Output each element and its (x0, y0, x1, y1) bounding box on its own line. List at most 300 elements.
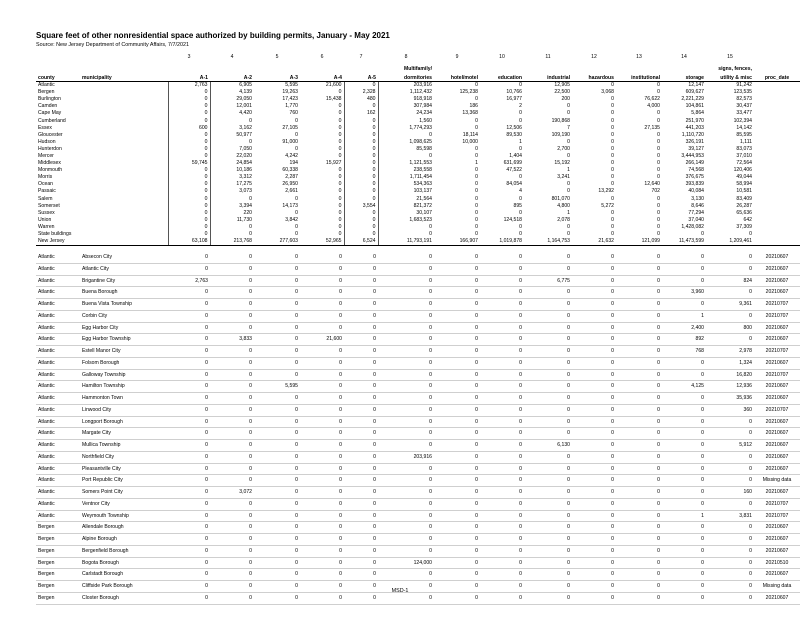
table-cell: 0 (611, 152, 614, 159)
table-cell: 11,730 (236, 216, 252, 223)
table-cell: 0 (344, 299, 378, 311)
table-cell: 0 (434, 487, 480, 499)
table-cell (80, 89, 168, 96)
table-cell: 20210607 (754, 357, 800, 369)
table-cell: 0 (657, 195, 660, 202)
table-cell (754, 132, 800, 139)
table-cell: 0 (611, 231, 614, 238)
table-cell: Hamilton Township (80, 381, 168, 393)
table-cell: 0 (480, 428, 524, 440)
table-cell: 12,506 (506, 124, 522, 131)
table-cell: 0 (344, 440, 378, 452)
table-cell: 0 (254, 346, 300, 358)
column-number: 11 (545, 54, 551, 60)
table-cell: 0 (524, 451, 572, 463)
table-cell: 0 (378, 404, 434, 416)
table-cell: Longport Borough (80, 416, 168, 428)
table-cell: 0 (344, 393, 378, 405)
table-cell: 0 (662, 592, 706, 604)
table-cell: 0 (338, 209, 342, 216)
table-cell: 10,186 (236, 167, 252, 174)
table-cell: 0 (344, 534, 378, 546)
column-header-top (254, 62, 300, 72)
table-cell: 2,978 (706, 346, 754, 358)
county-total-row (36, 188, 800, 195)
table-cell: 76,622 (644, 96, 660, 103)
table-cell: 0 (378, 545, 434, 557)
table-cell: 0 (300, 510, 344, 522)
table-cell: 0 (567, 152, 570, 159)
table-cell: Linwood City (80, 404, 168, 416)
county-total-row (36, 224, 800, 231)
table-cell: 0 (611, 195, 614, 202)
table-cell: 0 (706, 557, 754, 569)
column-header: dormitories (378, 72, 434, 82)
table-cell: Hammonton Town (80, 393, 168, 405)
table-cell: 1 (519, 138, 522, 145)
table-cell: Port Republic City (80, 475, 168, 487)
table-cell (754, 238, 800, 246)
table-cell: 0 (475, 181, 478, 188)
column-number: 15 (727, 54, 733, 60)
table-cell (754, 174, 800, 181)
table-cell: 0 (616, 416, 662, 428)
table-cell (754, 103, 800, 110)
table-cell: 5,272 (601, 202, 614, 209)
table-cell: 0 (480, 487, 524, 499)
column-header-top (210, 62, 254, 72)
table-cell: 0 (168, 369, 210, 381)
table-cell: 1,770 (285, 103, 298, 110)
table-cell: 0 (475, 124, 478, 131)
table-cell: 2,078 (557, 216, 570, 223)
table-cell: 3,130 (691, 195, 704, 202)
table-cell: 0 (168, 346, 210, 358)
table-row (36, 381, 800, 393)
table-cell: 0 (657, 131, 660, 138)
table-cell (754, 125, 800, 132)
table-cell: 1,098,625 (409, 138, 432, 145)
table-cell: 0 (168, 534, 210, 546)
table-cell: 0 (300, 545, 344, 557)
table-cell: 0 (378, 463, 434, 475)
table-cell: 0 (572, 404, 616, 416)
table-cell: 40,084 (688, 188, 704, 195)
table-row (36, 263, 800, 275)
table-cell: 0 (168, 498, 210, 510)
column-header: A-5 (344, 72, 378, 82)
table-cell: 0 (344, 252, 378, 263)
table-cell: 0 (344, 181, 378, 188)
table-cell: 0 (300, 592, 344, 604)
table-cell: 0 (475, 195, 478, 202)
table-cell: 631,699 (503, 160, 522, 167)
table-cell: Egg Harbor Township (80, 334, 168, 346)
table-cell: Sussex (38, 209, 55, 216)
table-cell: 0 (572, 569, 616, 581)
table-cell: 77,294 (688, 209, 704, 216)
table-cell: 0 (572, 299, 616, 311)
table-cell: 824 (706, 275, 754, 287)
county-total-row (36, 117, 800, 124)
table-cell: 0 (567, 188, 570, 195)
table-cell: 0 (344, 132, 378, 139)
permits-table (36, 52, 800, 605)
table-cell: 12,905 (554, 82, 570, 89)
table-cell: 0 (344, 125, 378, 132)
table-cell: 0 (611, 96, 614, 103)
table-cell: 194 (289, 160, 298, 167)
table-cell: 0 (475, 209, 478, 216)
table-cell: 0 (295, 195, 298, 202)
table-cell: 0 (567, 231, 570, 238)
table-cell: Atlantic (36, 263, 80, 275)
table-cell: 0 (378, 581, 434, 593)
table-cell: 0 (168, 153, 210, 160)
table-cell: 0 (168, 217, 210, 224)
table-cell: 238,558 (413, 167, 432, 174)
table-cell: 0 (300, 557, 344, 569)
table-cell: 0 (295, 145, 298, 152)
county-total-row (36, 89, 800, 96)
table-cell: 162 (344, 110, 378, 117)
table-cell: 0 (519, 174, 522, 181)
table-cell: 0 (572, 545, 616, 557)
table-cell: 0 (434, 334, 480, 346)
table-cell: 0 (300, 534, 344, 546)
table-cell: Somers Point City (80, 487, 168, 499)
table-cell: 0 (662, 463, 706, 475)
table-cell: 0 (611, 138, 614, 145)
column-number: 13 (636, 54, 642, 60)
table-cell: 0 (378, 310, 434, 322)
county-total-row (36, 217, 800, 224)
table-cell: 0 (434, 310, 480, 322)
table-cell: 0 (344, 117, 378, 124)
table-cell: 0 (344, 428, 378, 440)
table-cell: 190,868 (551, 117, 570, 124)
table-cell: 0 (168, 475, 210, 487)
table-cell: 0 (567, 138, 570, 145)
table-cell: 20210607 (754, 545, 800, 557)
column-header: institutional (616, 72, 662, 82)
table-cell: Cape May (38, 110, 62, 117)
table-cell: 0 (344, 231, 378, 238)
table-cell: Carlstadt Borough (80, 569, 168, 581)
table-cell: 20210607 (754, 322, 800, 334)
table-cell: 0 (168, 393, 210, 405)
table-cell: 0 (338, 195, 342, 202)
table-cell (754, 160, 800, 167)
column-header-top (36, 62, 80, 72)
table-cell: 0 (657, 138, 660, 145)
table-cell: Atlantic (36, 451, 80, 463)
table-cell: 0 (168, 224, 210, 231)
table-cell: 0 (657, 209, 660, 216)
table-cell: 0 (254, 369, 300, 381)
table-cell: 251,970 (685, 117, 704, 124)
table-cell (80, 117, 168, 124)
table-cell: 0 (611, 167, 614, 174)
table-cell: 0 (480, 522, 524, 534)
table-cell (754, 210, 800, 217)
table-cell: 0 (338, 138, 342, 145)
table-cell: Atlantic (36, 510, 80, 522)
table-cell: 0 (524, 581, 572, 593)
table-cell: 24,854 (236, 160, 252, 167)
table-cell: 20210607 (754, 381, 800, 393)
table-cell: 0 (254, 252, 300, 263)
table-cell: 0 (338, 103, 342, 110)
table-cell: 0 (480, 381, 524, 393)
table-cell (80, 217, 168, 224)
table-cell: 0 (210, 393, 254, 405)
table-cell: 7,050 (239, 145, 252, 152)
column-number-row (36, 52, 800, 62)
table-cell: 609,627 (685, 89, 704, 96)
table-cell: 1,121,553 (409, 160, 432, 167)
table-cell: 10,766 (506, 89, 522, 96)
table-cell: 186 (469, 103, 478, 110)
table-cell: 0 (254, 463, 300, 475)
table-cell: 0 (567, 110, 570, 117)
table-cell: 0 (616, 393, 662, 405)
table-row (36, 346, 800, 358)
table-cell: Bergen (36, 581, 80, 593)
table-cell: 0 (344, 334, 378, 346)
table-cell: 0 (616, 263, 662, 275)
column-header: municipality (80, 72, 168, 82)
table-cell: 0 (344, 139, 378, 146)
table-cell: 0 (300, 322, 344, 334)
table-cell: 0 (168, 310, 210, 322)
table-cell: 0 (344, 487, 378, 499)
table-cell: 0 (611, 131, 614, 138)
table-cell (754, 89, 800, 96)
table-cell: 59,745 (168, 160, 210, 167)
table-cell: Burlington (38, 96, 61, 103)
table-cell: 0 (706, 463, 754, 475)
table-cell: 20210607 (754, 451, 800, 463)
table-cell: Egg Harbor City (80, 322, 168, 334)
table-cell: 0 (434, 275, 480, 287)
table-cell: 0 (616, 498, 662, 510)
table-cell: 0 (616, 440, 662, 452)
column-header: county (36, 72, 80, 82)
table-cell: 1 (662, 310, 706, 322)
table-cell: 0 (706, 416, 754, 428)
table-cell: 0 (706, 334, 754, 346)
table-cell: 0 (572, 263, 616, 275)
table-cell: 360 (706, 404, 754, 416)
table-cell: 0 (434, 416, 480, 428)
table-cell: 0 (524, 322, 572, 334)
table-cell: 0 (572, 463, 616, 475)
table-cell: 0 (434, 322, 480, 334)
table-cell: Folsom Borough (80, 357, 168, 369)
table-cell: 0 (434, 581, 480, 593)
table-cell (754, 181, 800, 188)
table-cell: 0 (480, 310, 524, 322)
table-cell: 277,603 (254, 238, 300, 246)
column-number: 7 (359, 54, 363, 60)
table-cell: 22,020 (236, 152, 252, 159)
table-cell: 0 (338, 216, 342, 223)
table-cell: 892 (662, 334, 706, 346)
table-cell (754, 196, 800, 203)
table-cell: 0 (210, 381, 254, 393)
table-cell: 104,861 (685, 103, 704, 110)
column-header: hotel/motel (434, 72, 480, 82)
table-cell: 0 (210, 252, 254, 263)
table-cell: 0 (616, 581, 662, 593)
table-cell: 0 (338, 188, 342, 195)
table-cell: 0 (254, 275, 300, 287)
table-cell: 0 (378, 487, 434, 499)
table-cell: 0 (524, 310, 572, 322)
table-cell: 1 (662, 510, 706, 522)
table-row (36, 428, 800, 440)
table-cell: 72,564 (736, 160, 752, 167)
table-cell: Atlantic (36, 287, 80, 299)
table-cell: 0 (210, 451, 254, 463)
table-cell: 0 (210, 475, 254, 487)
table-cell: 0 (475, 82, 478, 89)
county-total-row (36, 103, 800, 110)
table-cell: 0 (168, 581, 210, 593)
table-cell: Atlantic (36, 357, 80, 369)
table-cell: 821,372 (413, 202, 432, 209)
table-cell (80, 203, 168, 210)
table-cell: 0 (254, 522, 300, 534)
table-cell: 0 (338, 117, 342, 124)
table-cell: 0 (168, 287, 210, 299)
table-cell: 0 (344, 322, 378, 334)
table-cell: 20210607 (754, 592, 800, 604)
table-cell: 0 (475, 231, 478, 238)
table-cell: 0 (429, 223, 432, 230)
table-cell: 220 (243, 209, 252, 216)
table-cell: 0 (210, 510, 254, 522)
table-cell: 0 (662, 393, 706, 405)
table-cell: Morris (38, 174, 53, 181)
table-cell: 0 (300, 581, 344, 593)
table-cell: 0 (524, 393, 572, 405)
table-cell: 0 (519, 110, 522, 117)
table-cell: 0 (378, 428, 434, 440)
table-cell: 0 (300, 299, 344, 311)
table-cell: 0 (572, 522, 616, 534)
table-cell: 0 (344, 174, 378, 181)
table-cell: 1,019,878 (480, 238, 524, 246)
table-cell: 83,073 (736, 145, 752, 152)
table-cell: Bergen (36, 534, 80, 546)
table-cell: Brigantine City (80, 275, 168, 287)
table-cell (80, 231, 168, 238)
column-header-top (168, 62, 210, 72)
table-cell: 0 (338, 231, 342, 238)
table-cell: 0 (572, 310, 616, 322)
table-cell: 0 (168, 117, 210, 124)
table-cell: 10,000 (462, 138, 478, 145)
table-cell: 1,683,523 (409, 216, 432, 223)
table-cell: 0 (611, 181, 614, 188)
table-cell: 0 (706, 592, 754, 604)
table-cell: 0 (344, 188, 378, 195)
table-cell: 0 (524, 334, 572, 346)
county-total-row (36, 174, 800, 181)
table-cell: 0 (300, 428, 344, 440)
column-header-top (524, 62, 572, 72)
table-cell: 89,530 (506, 131, 522, 138)
table-row (36, 393, 800, 405)
county-total-row (36, 203, 800, 210)
table-cell: 0 (434, 263, 480, 275)
table-cell: 0 (378, 522, 434, 534)
table-cell: Union (38, 216, 52, 223)
table-cell: 0 (378, 592, 434, 604)
table-cell: 0 (524, 463, 572, 475)
column-number (754, 52, 800, 62)
table-cell: 0 (210, 322, 254, 334)
table-cell: 0 (168, 463, 210, 475)
table-cell: 0 (480, 404, 524, 416)
table-cell: Atlantic City (80, 263, 168, 275)
table-cell: 642 (743, 216, 752, 223)
table-cell: 22,500 (554, 89, 570, 96)
table-cell: 0 (338, 202, 342, 209)
table-cell: 0 (295, 131, 298, 138)
table-cell: 37,309 (736, 223, 752, 230)
table-cell (80, 160, 168, 167)
table-cell: 4,800 (557, 202, 570, 209)
table-cell: 10,581 (736, 188, 752, 195)
table-cell: Ventnor City (80, 498, 168, 510)
table-cell: 0 (434, 510, 480, 522)
table-cell: 0 (254, 581, 300, 593)
table-cell: 0 (480, 510, 524, 522)
table-cell: 0 (249, 138, 252, 145)
table-cell: 0 (344, 581, 378, 593)
table-cell: 20210707 (754, 310, 800, 322)
table-cell: 0 (475, 152, 478, 159)
table-cell: 441,203 (685, 124, 704, 131)
table-cell: 0 (567, 103, 570, 110)
table-row (36, 475, 800, 487)
table-cell: 0 (572, 451, 616, 463)
table-row (36, 534, 800, 546)
table-cell: 0 (338, 131, 342, 138)
table-cell: 18,114 (462, 131, 478, 138)
table-cell: 74,568 (688, 167, 704, 174)
table-cell: 0 (210, 263, 254, 275)
table-cell: 0 (616, 346, 662, 358)
table-cell: 0 (210, 287, 254, 299)
table-cell: 0 (572, 534, 616, 546)
table-cell: 0 (657, 167, 660, 174)
table-row (36, 451, 800, 463)
table-cell: 0 (378, 381, 434, 393)
table-cell: 0 (662, 369, 706, 381)
table-cell: 15,192 (554, 160, 570, 167)
table-cell: 5,595 (254, 381, 300, 393)
table-cell: 0 (475, 202, 478, 209)
table-cell: 120,406 (733, 167, 752, 174)
table-cell: 0 (254, 498, 300, 510)
table-cell: 0 (338, 223, 342, 230)
table-cell (754, 188, 800, 195)
table-cell: 1,428,082 (681, 223, 704, 230)
